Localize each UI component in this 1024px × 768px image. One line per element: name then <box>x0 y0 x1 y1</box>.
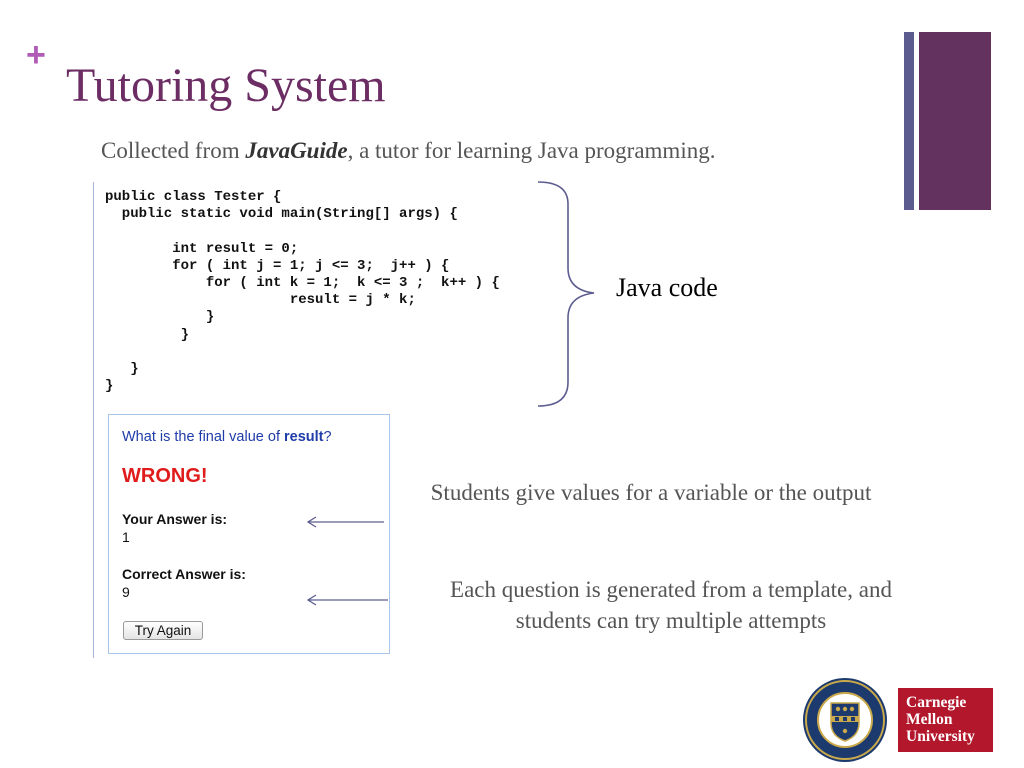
slide-subtitle <box>101 138 715 164</box>
code-line: } <box>105 361 139 378</box>
subtitle-tool-name: JavaGuide <box>245 138 348 163</box>
correct-answer-value: 9 <box>122 584 130 600</box>
question-variable: result <box>284 429 324 445</box>
slide-title: Tutoring System <box>66 59 386 112</box>
quiz-panel <box>108 414 390 654</box>
cmu-logo-line: Mellon <box>906 711 953 728</box>
java-code-label: Java code <box>616 273 718 302</box>
wrong-verdict: WRONG! <box>122 465 208 487</box>
code-line: result = j * k; <box>105 292 416 309</box>
correct-answer-label: Correct Answer is: <box>122 566 246 582</box>
code-line: } <box>105 326 190 343</box>
code-line: for ( int k = 1; k <= 3 ; k++ ) { <box>105 275 500 292</box>
cmu-logo <box>898 688 993 752</box>
note-student-values: Students give values for a variable or the output <box>430 480 872 505</box>
pitt-seal-logo <box>801 676 889 764</box>
left-rule <box>93 182 94 658</box>
cmu-logo-line: University <box>906 728 975 745</box>
plus-mark: + <box>26 36 46 74</box>
arrow-to-correct-answer <box>306 593 390 607</box>
code-line: public class Tester { <box>105 189 282 205</box>
subtitle-prefix: Collected from <box>101 138 246 163</box>
your-answer-value: 1 <box>122 529 130 545</box>
cmu-logo-line: Carnegie <box>906 694 967 711</box>
code-line: public static void main(String[] args) { <box>105 206 458 223</box>
decor-bar-thick <box>919 32 991 210</box>
decor-bar-thin <box>904 32 914 210</box>
java-code-block <box>105 189 500 395</box>
question-suffix: ? <box>323 429 332 445</box>
subtitle-suffix: , a tutor for learning Java programming. <box>347 138 716 163</box>
arrow-to-your-answer <box>306 515 386 529</box>
your-answer-label: Your Answer is: <box>122 511 228 527</box>
curly-brace <box>536 180 600 412</box>
code-line: } <box>105 309 215 326</box>
code-line: for ( int j = 1; j <= 3; j++ ) { <box>105 257 450 274</box>
question-prefix: What is the final value of <box>122 429 284 445</box>
note-template-attempts: Each question is generated from a template, and students can try multiple attempts <box>450 577 892 633</box>
code-line: } <box>105 378 114 395</box>
code-line: int result = 0; <box>105 240 299 257</box>
try-again-button[interactable]: Try Again <box>123 621 203 640</box>
quiz-question <box>122 429 332 445</box>
